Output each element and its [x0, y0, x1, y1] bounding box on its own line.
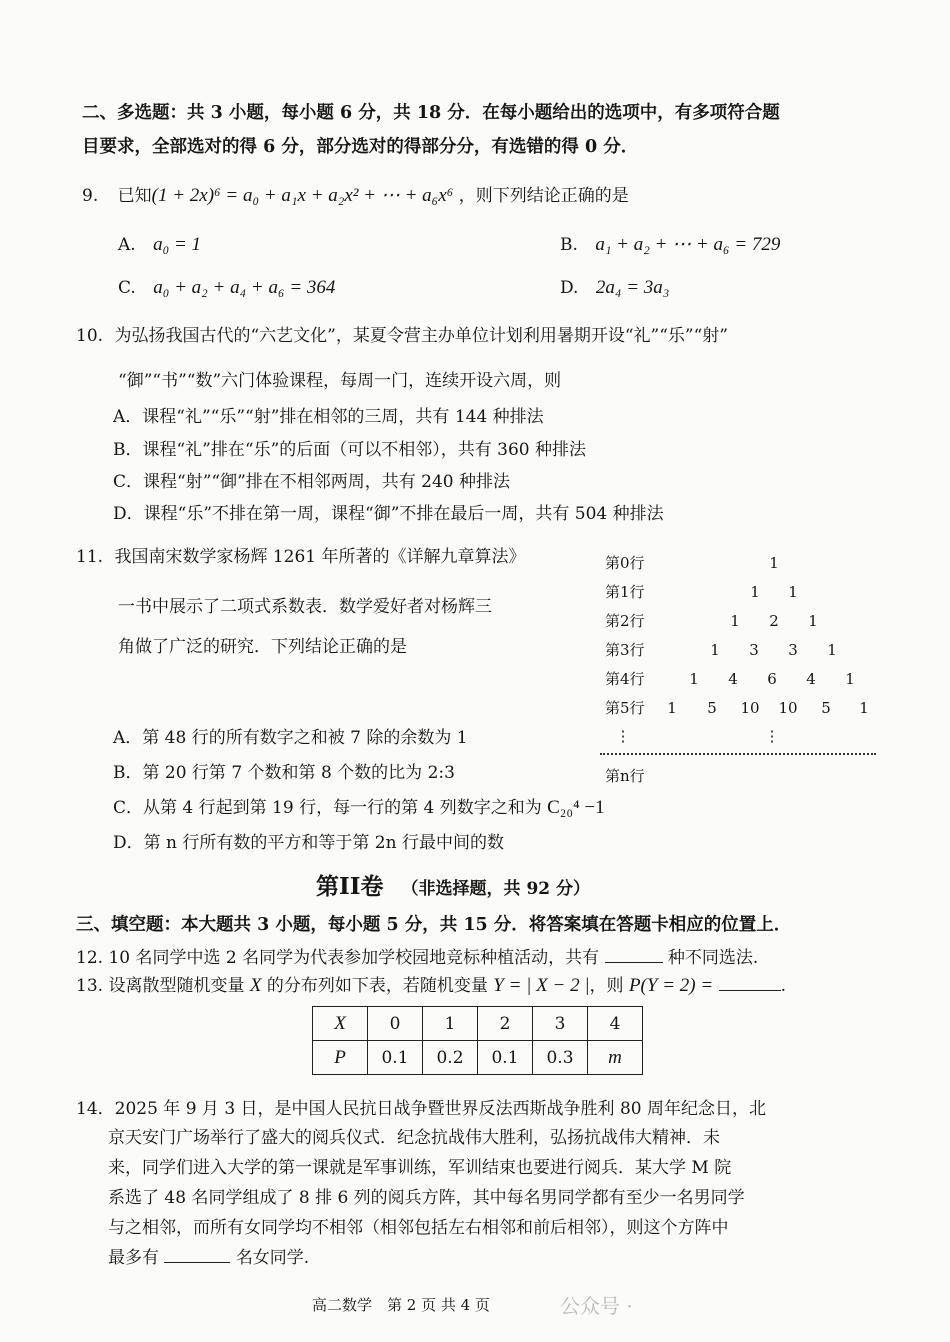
triangle-number: 3	[749, 641, 759, 659]
q10-stem-line1-text: 为弘扬我国古代的“六艺文化”，某夏令营主办单位计划利用暑期开设“礼”“乐”“射”	[114, 326, 728, 346]
q9-option-c-label: C.	[118, 278, 136, 298]
q13-text-mid2: ，则	[589, 976, 624, 996]
table-cell: P	[313, 1041, 368, 1075]
triangle-number: 5	[707, 699, 717, 717]
triangle-row-label: 第3行	[605, 641, 645, 659]
triangle-number: 1	[808, 612, 818, 630]
q9-stem-prefix: 已知	[117, 186, 152, 206]
triangle-number: 1	[750, 583, 760, 601]
q12-text-after: 种不同选法.	[667, 948, 759, 968]
q13-prob: P(Y = 2) =	[628, 975, 714, 996]
triangle-row-label: 第4行	[605, 670, 645, 688]
triangle-number: 1	[730, 612, 740, 630]
q14-answer-blank	[164, 1244, 230, 1263]
q9-option-b	[560, 232, 780, 258]
q11-option-c	[113, 795, 605, 821]
triangle-number: 4	[728, 670, 738, 688]
triangle-number: 5	[821, 699, 831, 717]
table-header-cell: 4	[588, 1007, 643, 1041]
q9-option-d-formula: 2a₄ = 3a₃	[595, 277, 670, 298]
q14-line: 来，同学们进入大学的第一课就是军事训练，军训结束也要进行阅兵．某大学 M 院	[108, 1158, 732, 1178]
triangle-number: 1	[859, 699, 869, 717]
q12-answer-blank	[605, 944, 663, 963]
triangle-row-label: 第0行	[605, 554, 645, 572]
q11-stem-line3: 角做了广泛的研究．下列结论正确的是	[118, 637, 407, 657]
watermark: 公众号 ·	[560, 1294, 633, 1318]
part2-title	[316, 868, 590, 901]
table-cell: 0.1	[368, 1041, 423, 1075]
q13-text-before: 13. 设离散型随机变量	[76, 976, 245, 996]
triangle-vdots: ⋮	[615, 727, 631, 745]
triangle-number: 1	[689, 670, 699, 688]
triangle-number: 4	[806, 670, 816, 688]
triangle-number: 1	[710, 641, 720, 659]
q9-option-a-label: A.	[118, 235, 136, 255]
q10-stem-line2: “御”“书”“数”六门体验课程，每周一门，连续开设六周，则	[118, 371, 562, 391]
q10-number: 10.	[76, 326, 104, 346]
q13	[76, 972, 786, 999]
q11-number: 11.	[76, 547, 104, 567]
triangle-number: 6	[767, 670, 777, 688]
triangle-number: 2	[769, 612, 779, 630]
q9-option-c-formula: a₀ + a₂ + a₄ + a₆ = 364	[153, 277, 336, 298]
table-header-cell: 0	[368, 1007, 423, 1041]
q9-stem-formula: (1 + 2x)⁶ = a₀ + a₁x + a₂x² + ⋯ + a₆x⁶	[151, 185, 454, 206]
q11-stem-line2: 一书中展示了二项式系数表．数学爱好者对杨辉三	[118, 597, 492, 617]
q14-last-after: 名女同学.	[235, 1248, 310, 1268]
table-cell: 0.2	[423, 1041, 478, 1075]
q14-line: 京天安门广场举行了盛大的阅兵仪式．纪念抗战伟大胜利，弘扬抗战伟大精神．未	[108, 1128, 720, 1148]
table-cell: 0.3	[533, 1041, 588, 1075]
distribution-table	[312, 1006, 643, 1075]
q9-stem-suffix: ，则下列结论正确的是	[458, 186, 629, 206]
triangle-number: 1	[845, 670, 855, 688]
q11-stem-line1-text: 我国南宋数学家杨辉 1261 年所著的《详解九章算法》	[114, 547, 526, 567]
part2-subtitle: （非选择题，共 92 分）	[401, 879, 591, 899]
triangle-row-label: 第n行	[605, 767, 645, 785]
q14-line: 系选了 48 名同学组成了 8 排 6 列的阅兵方阵，其中每名男同学都有至少一名男同学	[108, 1188, 745, 1208]
q13-var-x: X	[249, 975, 262, 996]
triangle-vdots: ⋮	[764, 727, 780, 745]
table-cell: 0.1	[478, 1041, 533, 1075]
q12-text-before: 12. 10 名同学中选 2 名同学为代表参加学校园地竞标种植活动，共有	[76, 948, 600, 968]
q9-option-c	[118, 275, 335, 301]
q11-option-a: A．第 48 行的所有数字之和被 7 除的余数为 1	[113, 728, 468, 748]
q11-option-c-text: C．从第 4 行起到第 19 行，每一行的第 4 列数字之和为	[113, 798, 542, 818]
q10-option-c: C．课程“射”“御”排在不相邻两周，共有 240 种排法	[113, 472, 511, 492]
table-header-cell: X	[313, 1007, 368, 1041]
table-header-cell: 2	[478, 1007, 533, 1041]
q11-option-b: B．第 20 行第 7 个数和第 8 个数的比为 2:3	[113, 763, 455, 783]
q10-option-a: A．课程“礼”“乐”“射”排在相邻的三周，共有 144 种排法	[113, 407, 544, 427]
section2-header-line1: 二、多选题：共 3 小题，每小题 6 分，共 18 分．在每小题给出的选项中，有多项符合题	[82, 103, 780, 123]
q9-option-b-formula: a₁ + a₂ + ⋯ + a₆ = 729	[595, 234, 781, 255]
part2-title-text: 第II卷	[316, 873, 384, 900]
triangle-dotted-divider	[600, 753, 876, 755]
q14-last-line	[108, 1244, 309, 1271]
triangle-number: 1	[667, 699, 677, 717]
q12	[76, 944, 758, 971]
q13-formula: Y = | X − 2 |	[493, 975, 590, 996]
q14-line: 与之相邻，而所有女同学均不相邻（相邻包括左右相邻和前后相邻），则这个方阵中	[108, 1218, 729, 1238]
q11-stem-line1	[76, 544, 526, 570]
q14-line: 14．2025 年 9 月 3 日，是中国人民抗日战争暨世界反法西斯战争胜利 80 周年纪念日，北	[76, 1099, 766, 1119]
q11-option-d: D．第 n 行所有数的平方和等于第 2n 行最中间的数	[113, 833, 504, 853]
table-header-cell: 3	[533, 1007, 588, 1041]
q13-text-mid: 的分布列如下表，若随机变量	[266, 976, 488, 996]
q13-text-end: .	[780, 976, 786, 996]
q9-option-a	[118, 232, 201, 258]
q9-number: 9.	[82, 186, 99, 206]
q9-option-b-label: B.	[560, 235, 578, 255]
section3-header: 三、填空题：本大题共 3 小题，每小题 5 分，共 15 分．将答案填在答题卡相应的位置上．	[76, 915, 792, 935]
page-footer: 高二数学 第 2 页 共 4 页	[312, 1296, 490, 1314]
triangle-number: 10	[778, 699, 798, 717]
triangle-number: 1	[788, 583, 798, 601]
triangle-row-label: 第5行	[605, 699, 645, 717]
q10-option-d: D．课程“乐”不排在第一周，课程“御”不排在最后一周，共有 504 种排法	[113, 504, 664, 524]
table-cell: m	[588, 1041, 643, 1075]
triangle-row-label: 第2行	[605, 612, 645, 630]
triangle-number: 3	[788, 641, 798, 659]
table-header-cell: 1	[423, 1007, 478, 1041]
section2-header-line2: 目要求，全部选对的得 6 分，部分选对的得部分分，有选错的得 0 分．	[82, 137, 639, 157]
q13-answer-blank	[719, 972, 781, 991]
triangle-row-label: 第1行	[605, 583, 645, 601]
table-row	[313, 1007, 643, 1041]
q14-last-before: 最多有	[108, 1248, 159, 1268]
table-row	[313, 1041, 643, 1075]
triangle-number: 10	[740, 699, 760, 717]
q9-option-a-formula: a₀ = 1	[153, 234, 202, 255]
q11-option-c-formula: C₂₀⁴ −1	[547, 797, 605, 818]
q10-option-b: B．课程“礼”排在“乐”的后面（可以不相邻），共有 360 种排法	[113, 440, 587, 460]
q9-option-d	[560, 275, 669, 301]
q9-stem	[82, 183, 629, 209]
triangle-number: 1	[827, 641, 837, 659]
triangle-number: 1	[769, 554, 779, 572]
q10-stem-line1	[76, 323, 728, 349]
q9-option-d-label: D.	[560, 278, 579, 298]
